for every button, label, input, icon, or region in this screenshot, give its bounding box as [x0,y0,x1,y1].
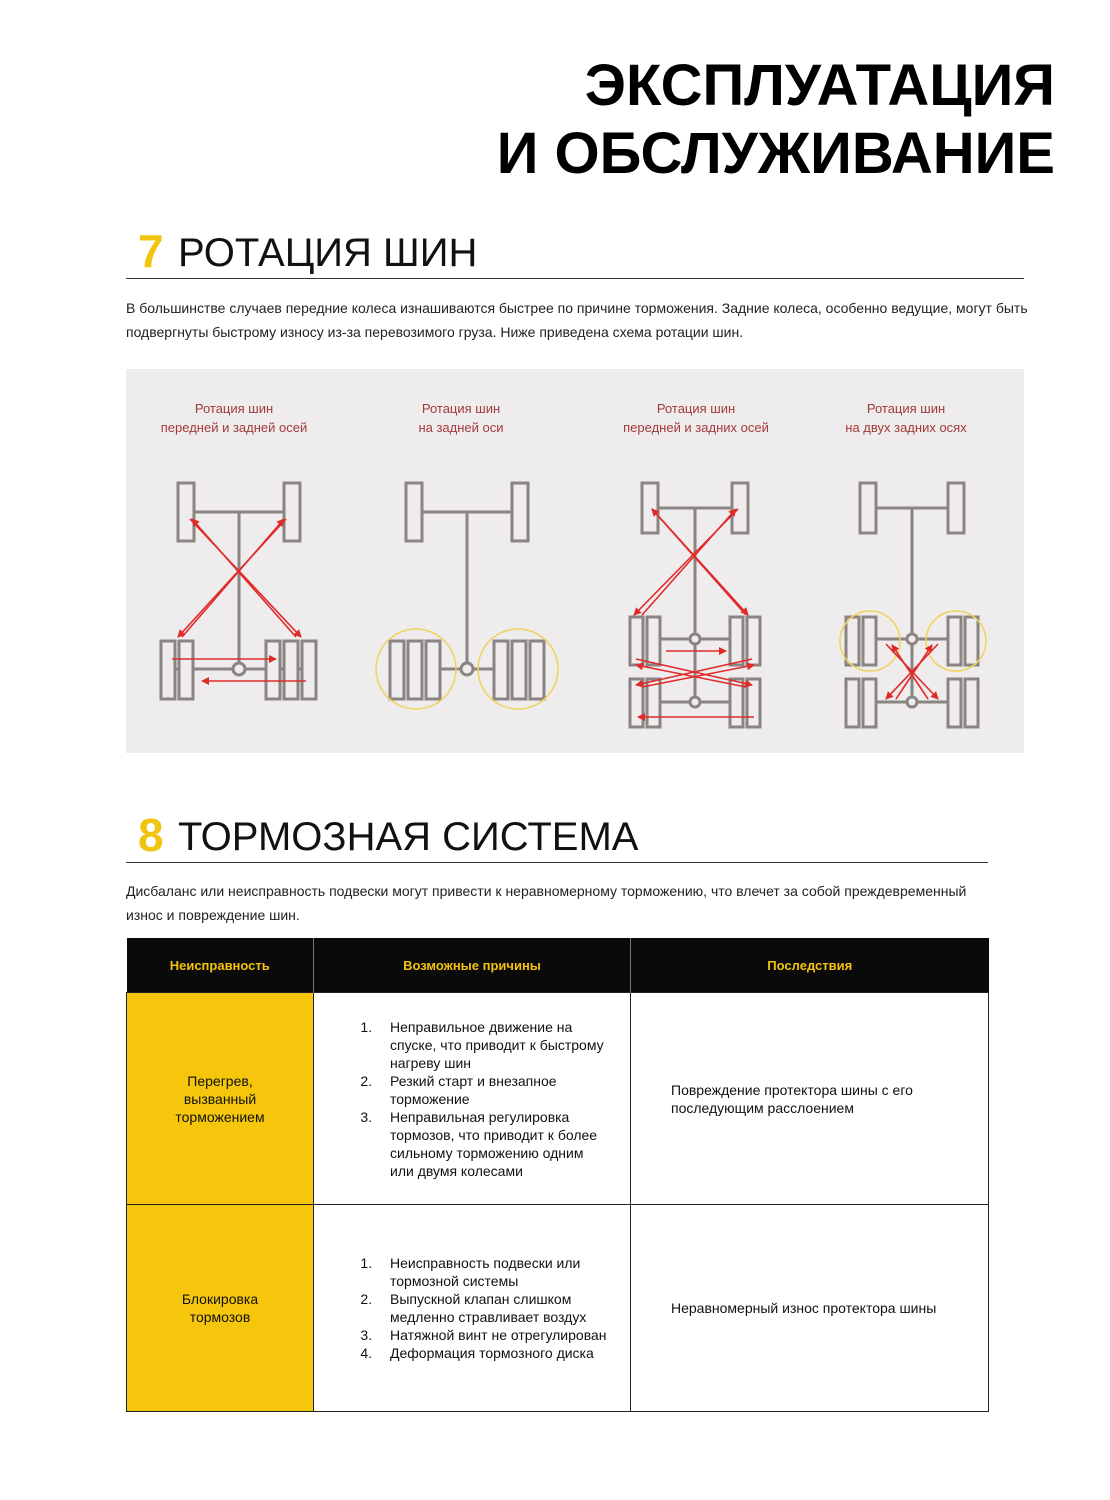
fault-line: Перегрев, [187,1072,253,1089]
effect-cell: Неравномерный износ протектора шины [631,1205,989,1412]
diagram-2-label-line2: на задней оси [418,420,504,435]
section-8-number: 8 [138,809,164,861]
section-8-heading [126,809,988,863]
tire-rotation-diagrams [126,369,1024,753]
diagram-1-label-line1: Ротация шин [194,401,274,416]
cause-item: 4. Деформация тормозного диска [376,1344,610,1362]
cause-item: 2. Резкий старт и внезапное торможение [376,1072,610,1108]
fault-line: тормозов [189,1309,251,1325]
fault-line: Блокировка [181,1291,259,1307]
causes-cell [314,993,631,1205]
diagram-3-label-line1: Ротация шин [656,401,736,416]
rotation-arrow [636,665,746,687]
rotation-arrow [642,509,736,615]
rotation-arrow [182,519,284,637]
cause-item: 1. Неисправность подвески или тормозной системы [376,1254,610,1290]
effect-cell: Повреждение протектора шины с его последующим расслоением [631,993,989,1205]
cause-item: 3. Натяжной винт не отрегулирован [376,1326,610,1344]
section-7-intro-line2: подвергнуты быстрому износу из-за перевозимого груза. Ниже приведена схема ротации шин. [126,324,744,340]
column-header-causes: Возможные причины [314,938,631,993]
column-header-effects: Последствия [631,938,989,993]
diagram-1-label-line2: передней и задней осей [160,420,308,435]
fault-cell [127,1205,314,1412]
fault-cell [127,993,314,1205]
diagram-4-label-line2: на двух задних осях [845,420,967,435]
section-8-intro-line1: Дисбаланс или неисправность подвески могут привести к неравномерному торможению, что влечет за собой преждевременный [126,883,967,899]
cause-item: 2. Выпускной клапан слишком медленно стравливает воздух [376,1290,610,1326]
section-7-intro [126,296,1028,344]
tire-rotation-svg [126,369,1024,753]
diagram-4-label-line1: Ротация шин [866,401,946,416]
brake-faults-table [126,938,989,1412]
table-header-row [127,938,989,993]
highlight-ring [840,611,900,671]
table-row [127,1205,989,1412]
fault-line: торможением [175,1108,265,1125]
cause-item: 3. Неправильная регулировка тормозов, что приводит к более сильному торможению одним или двумя колесами [376,1108,610,1180]
rotation-arrow [192,519,296,637]
section-8-title: ТОРМОЗНАЯ СИСТЕМА [178,815,639,859]
cause-item: 1. Неправильное движение на спуске, что приводит к быстрому нагреву шин [376,1018,610,1072]
section-7-heading [126,225,1024,279]
diagram-4-chassis [846,483,978,727]
rotation-arrow [892,645,928,699]
section-8-intro-line2: износ и повреждение шин. [126,907,300,923]
fault-line: вызванный [183,1090,257,1107]
rotation-arrow [896,645,932,699]
diagram-2-label-line1: Ротация шин [421,401,501,416]
page-title-line2: И ОБСЛУЖИВАНИЕ [496,121,1055,186]
table-row [127,993,989,1205]
section-7-intro-line1: В большинстве случаев передние колеса изнашиваются быстрее по причине торможения. Задние колеса, особенно ведущие, могут быть [126,300,1028,316]
section-7-title: РОТАЦИЯ ШИН [178,231,478,275]
page-title [355,52,1055,188]
section-8-intro [126,879,966,927]
section-7-number: 7 [138,225,164,277]
column-header-fault: Неисправность [127,938,314,993]
causes-cell [314,1205,631,1412]
rotation-arrow [642,665,754,687]
page-title-line1: ЭКСПЛУАТАЦИЯ [584,53,1055,118]
diagram-3-chassis [630,483,760,727]
diagram-3-label-line2: передней и задних осей [623,420,769,435]
